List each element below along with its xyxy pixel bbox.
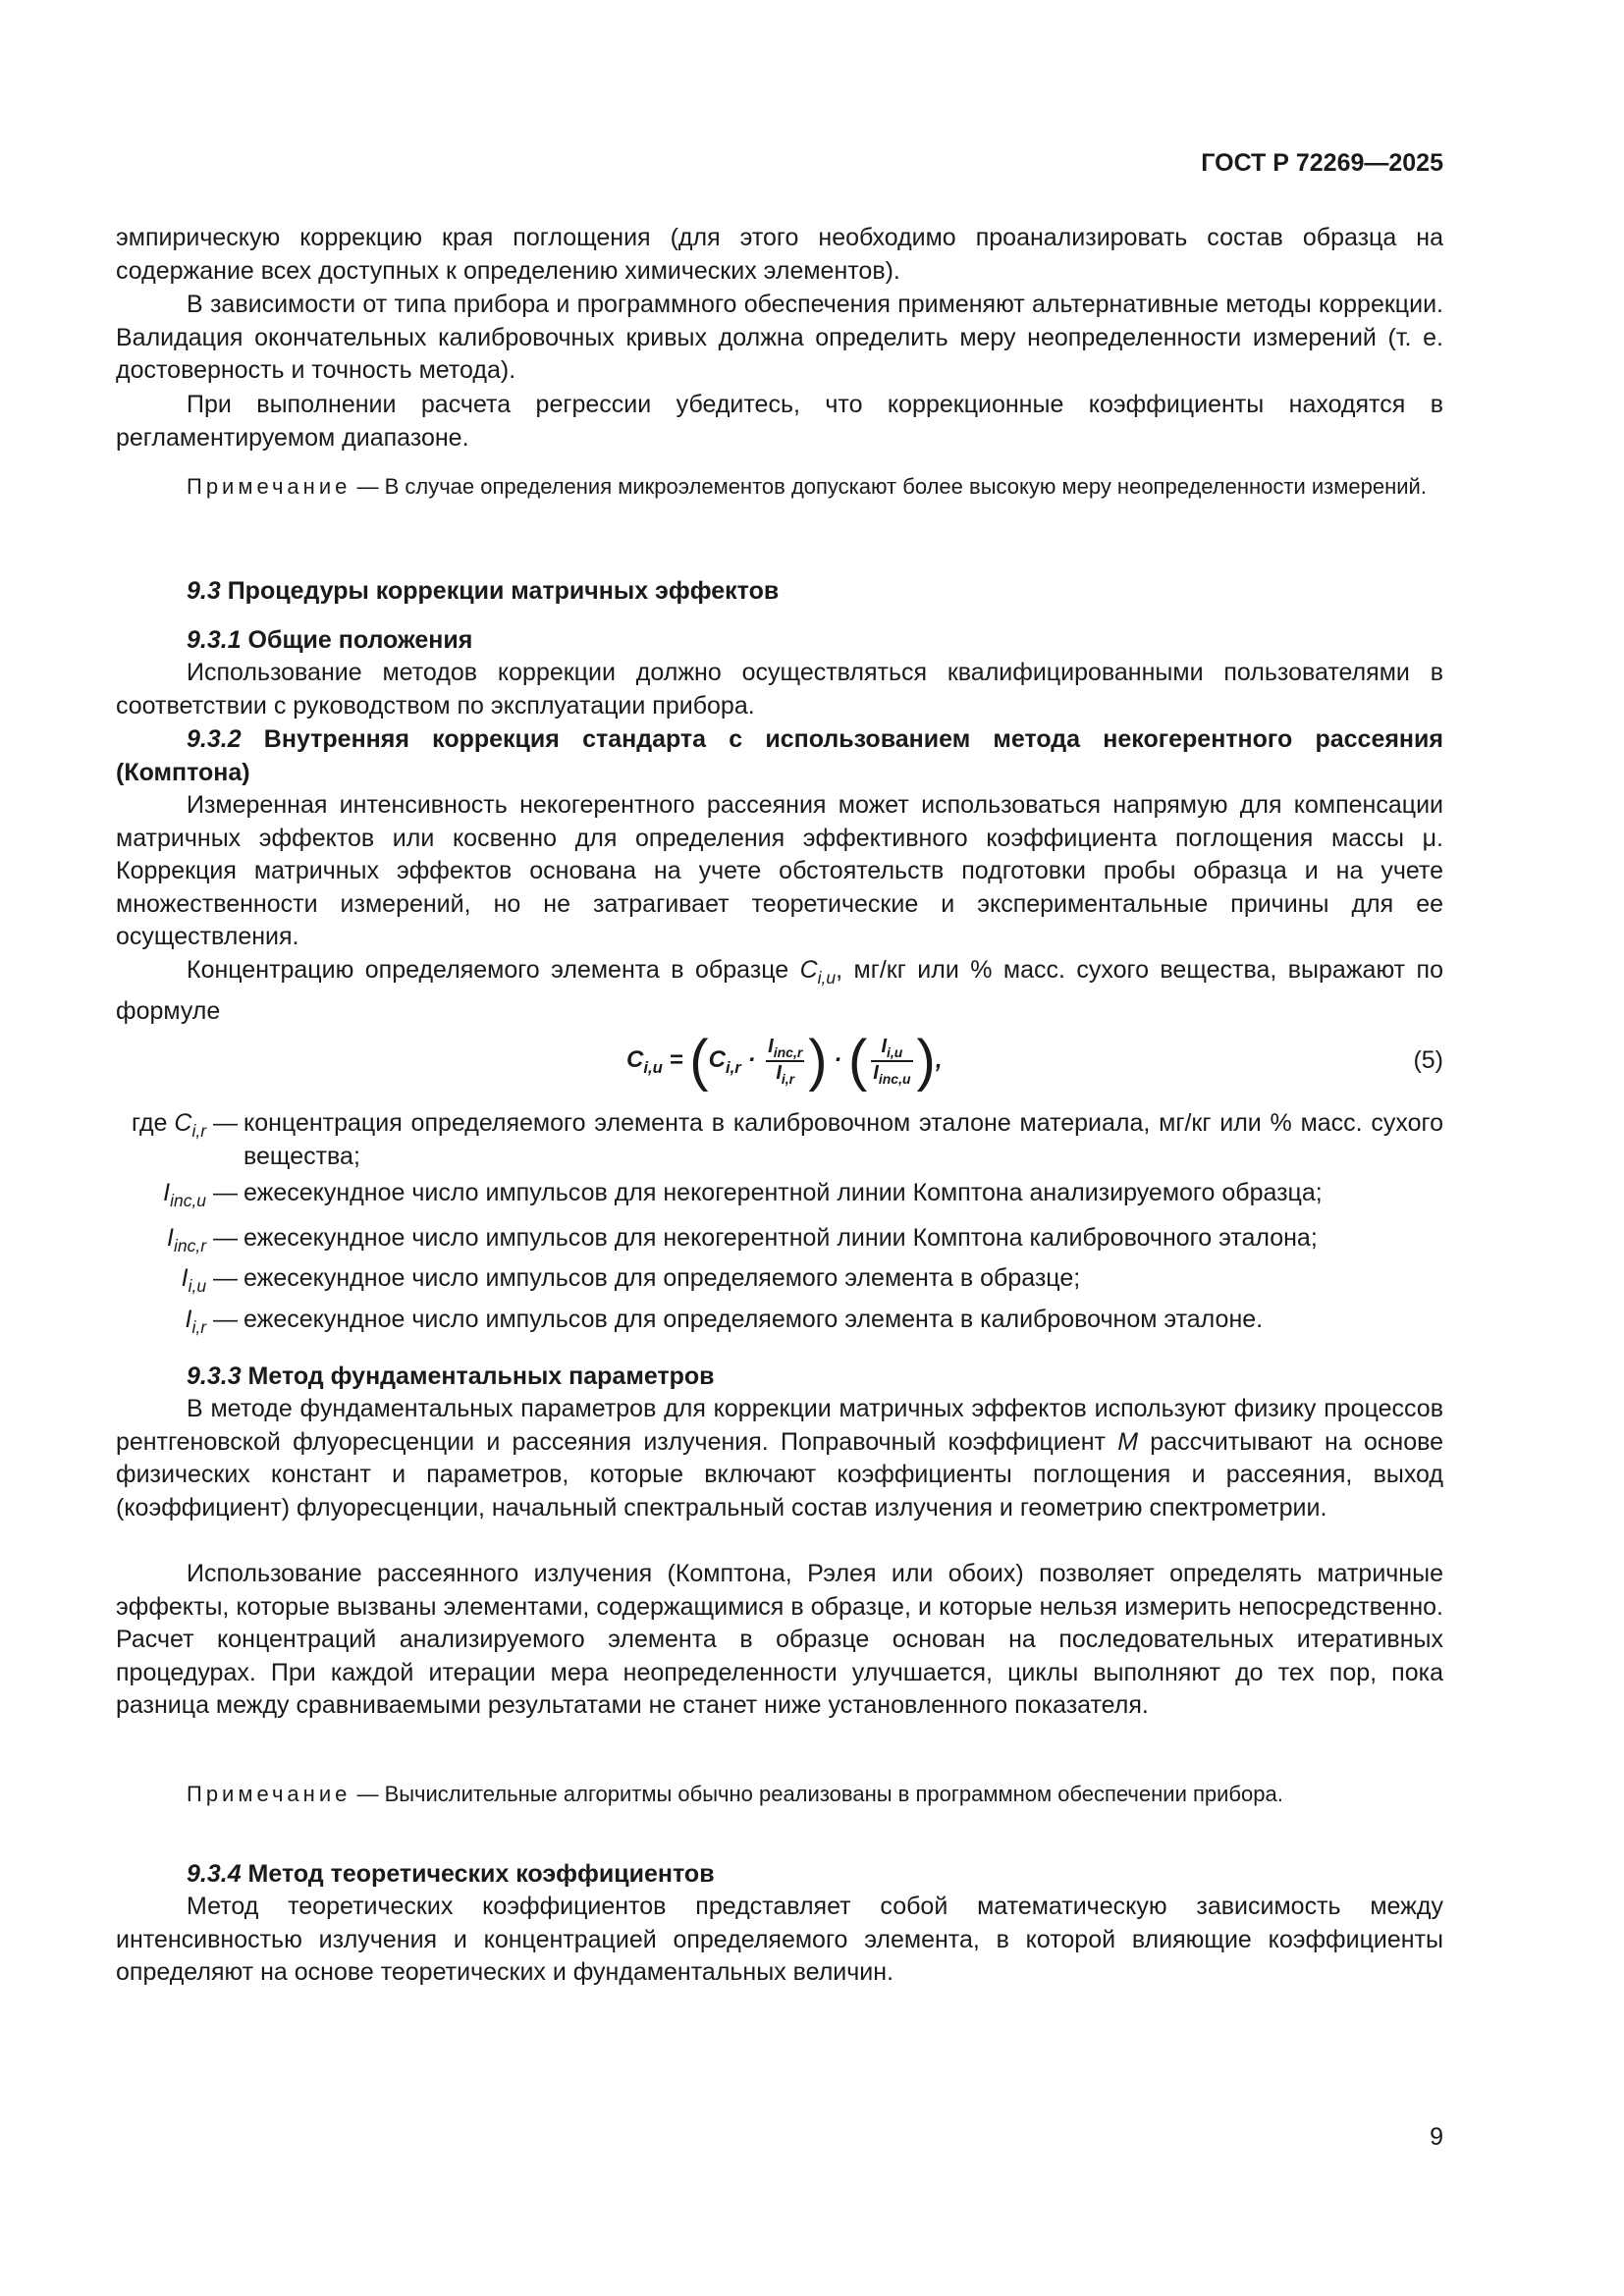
section-number: 9.3.1 <box>187 626 242 654</box>
legend-item: $I_{i,u}$ — ежесекундное число импульсов для определяемого элемента в образце; <box>116 1262 1443 1304</box>
section-title: Внутренняя коррекция стандарта с использованием метода некогерентного рассеяния (Комптона) <box>116 725 1443 786</box>
formula-comma: , <box>935 1046 943 1074</box>
text-run: Концентрацию определяемого элемента в образце <box>187 956 800 984</box>
section-heading-9-3-1 <box>116 624 1443 658</box>
note-text: — Вычислительные алгоритмы обычно реализованы в программном обеспечении прибора. <box>351 1782 1283 1806</box>
equals-sign: = <box>662 1046 690 1074</box>
paragraph-9-3-3-b: Использование рассеянного излучения (Комптона, Рэлея или обоих) позволяет определять матричные эффекты, которые вызваны элементами, содержащимися в образце, и которые нельзя измерить непосредственно. Расчет концентраций анализируемого элемента в образце основан на последовательных итеративных процедурах. При каждой итерации мера неопределенности улучшается, циклы выполняют до тех пор, пока разница между сравниваемыми результатами не станет ниже установленного показателя. <box>116 1560 1443 1719</box>
paragraph-9-3-1: Использование методов коррекции должно осуществляться квалифицированными пользователями в соответствии с руководством по эксплуатации прибора. <box>116 659 1443 720</box>
fraction-1: $\frac{I_{inc,r}}{I_{i,r}}$ <box>768 1036 803 1087</box>
fraction-2: $\frac{I_{i,u}}{I_{inc,u}}$ <box>873 1036 911 1087</box>
legend-item: где $C_{i,r}$ — концентрация определяемого элемента в калибровочном эталоне материала, мг/кг или % масс. сухого вещества; <box>116 1107 1443 1173</box>
paren-open: ( <box>689 1029 709 1093</box>
note-label: Примечание <box>187 1782 352 1806</box>
multiply-dot: · <box>747 1046 756 1074</box>
symbol-subscript: i,u <box>817 968 837 988</box>
note-text: — В случае определения микроэлементов допускают более высокую меру неопределенности измерений. <box>351 474 1427 499</box>
paragraph-intro-2: В зависимости от типа прибора и программного обеспечения применяют альтернативные методы коррекции. Валидация окончательных калибровочных кривых должна определить меру неопределенности измерений (т. е. достоверность и точность метода). <box>116 291 1443 384</box>
symbol: M <box>1117 1427 1139 1456</box>
section-heading-9-3-4 <box>116 1858 1443 1892</box>
page-number: 9 <box>1430 2123 1443 2151</box>
section-number: 9.3.3 <box>187 1362 242 1390</box>
paragraph-intro-1: эмпирическую коррекцию края поглощения (для этого необходимо проанализировать состав образца на содержание всех доступных к определению химических элементов). <box>116 224 1443 285</box>
section-number: 9.3 <box>187 577 221 605</box>
legend-item: $I_{inc,r}$ — ежесекундное число импульсов для некогерентной линии Комптона калибровочного эталона; <box>116 1222 1443 1263</box>
note-2 <box>116 1780 1443 1809</box>
section-heading-9-3 <box>116 575 1443 609</box>
text-run: В методе фундаментальных параметров для коррекции матричных эффектов используют физику процессов рентгеновской флуоресценции и рассеяния излучения. Поправочный коэффициент <box>116 1395 1443 1456</box>
legend-description: ежесекундное число импульсов для определяемого элемента в образце; <box>244 1264 1081 1292</box>
legend-description: ежесекундное число импульсов для некогерентной линии Комптона калибровочного эталона; <box>244 1223 1318 1252</box>
section-title: Общие положения <box>241 626 473 654</box>
paragraph-9-3-3-a <box>116 1393 1443 1524</box>
formula-5 <box>626 1029 943 1093</box>
equation-number: (5) <box>1413 1046 1443 1074</box>
text-run: , мг/кг или % масс. сухого вещества, выражают по формуле <box>116 956 1443 1025</box>
paren-open: ( <box>847 1029 868 1093</box>
paragraph-9-3-4: Метод теоретических коэффициентов представляет собой математическую зависимость между интенсивностью излучения и концентрацией определяемого элемента, в которой влияющие коэффициенты определяют на основе теоретических и фундаментальных величин. <box>116 1893 1443 1986</box>
section-heading-9-3-2 <box>116 723 1443 789</box>
symbol: C <box>799 956 818 984</box>
note-1 <box>116 472 1443 502</box>
text-run: рассчитывают на основе физических констант и параметров, которые включают коэффициенты поглощения и рассеяния, выход (коэффициент) флуоресценции, начальный спектральный состав излучения и геометрию спектрометрии. <box>116 1427 1443 1522</box>
section-number: 9.3.2 <box>187 725 242 753</box>
formula-c: $C_{i,r}$ <box>708 1046 741 1078</box>
paren-close: ) <box>808 1029 828 1093</box>
multiply-dot: · <box>834 1046 842 1074</box>
section-title: Метод теоретических коэффициентов <box>241 1860 715 1888</box>
legend-description: ежесекундное число импульсов для некогерентной линии Комптона анализируемого образца; <box>244 1179 1323 1206</box>
section-heading-9-3-3 <box>116 1361 1443 1394</box>
section-title: Процедуры коррекции матричных эффектов <box>220 577 780 605</box>
formula-lhs: $C_{i,u}$ <box>626 1046 663 1078</box>
document-header: ГОСТ Р 72269—2025 <box>1201 149 1443 177</box>
note-label: Примечание <box>187 474 352 499</box>
legend-item: $I_{inc,u}$ — ежесекундное число импульсов для некогерентной линии Комптона анализируемого образца; <box>116 1177 1443 1218</box>
formula-legend <box>116 1107 1443 1344</box>
paragraph-intro-3: При выполнении расчета регрессии убедитесь, что коррекционные коэффициенты находятся в регламентируемом диапазоне. <box>116 391 1443 452</box>
where-label: где <box>131 1109 175 1137</box>
section-title: Метод фундаментальных параметров <box>241 1362 715 1390</box>
paren-close: ) <box>916 1029 936 1093</box>
paragraph-9-3-2-a: Измеренная интенсивность некогерентного рассеяния может использоваться напрямую для компенсации матричных эффектов или косвенно для определения эффективного коэффициента поглощения массы μ. Коррекция матричных эффектов основана на учете обстоятельств подготовки пробы образца и на учете множественности измерений, но не затрагивает теоретические и экспериментальные причины для ее осуществления. <box>116 791 1443 950</box>
paragraph-9-3-2-b <box>116 954 1443 1028</box>
legend-description: ежесекундное число импульсов для определяемого элемента в калибровочном эталоне. <box>244 1305 1264 1333</box>
section-number: 9.3.4 <box>187 1860 242 1888</box>
legend-description: концентрация определяемого элемента в калибровочном эталоне материала, мг/кг или % масс. сухого вещества; <box>244 1109 1443 1170</box>
legend-item: $I_{i,r}$ — ежесекундное число импульсов для определяемого элемента в калибровочном эталоне. <box>116 1304 1443 1345</box>
